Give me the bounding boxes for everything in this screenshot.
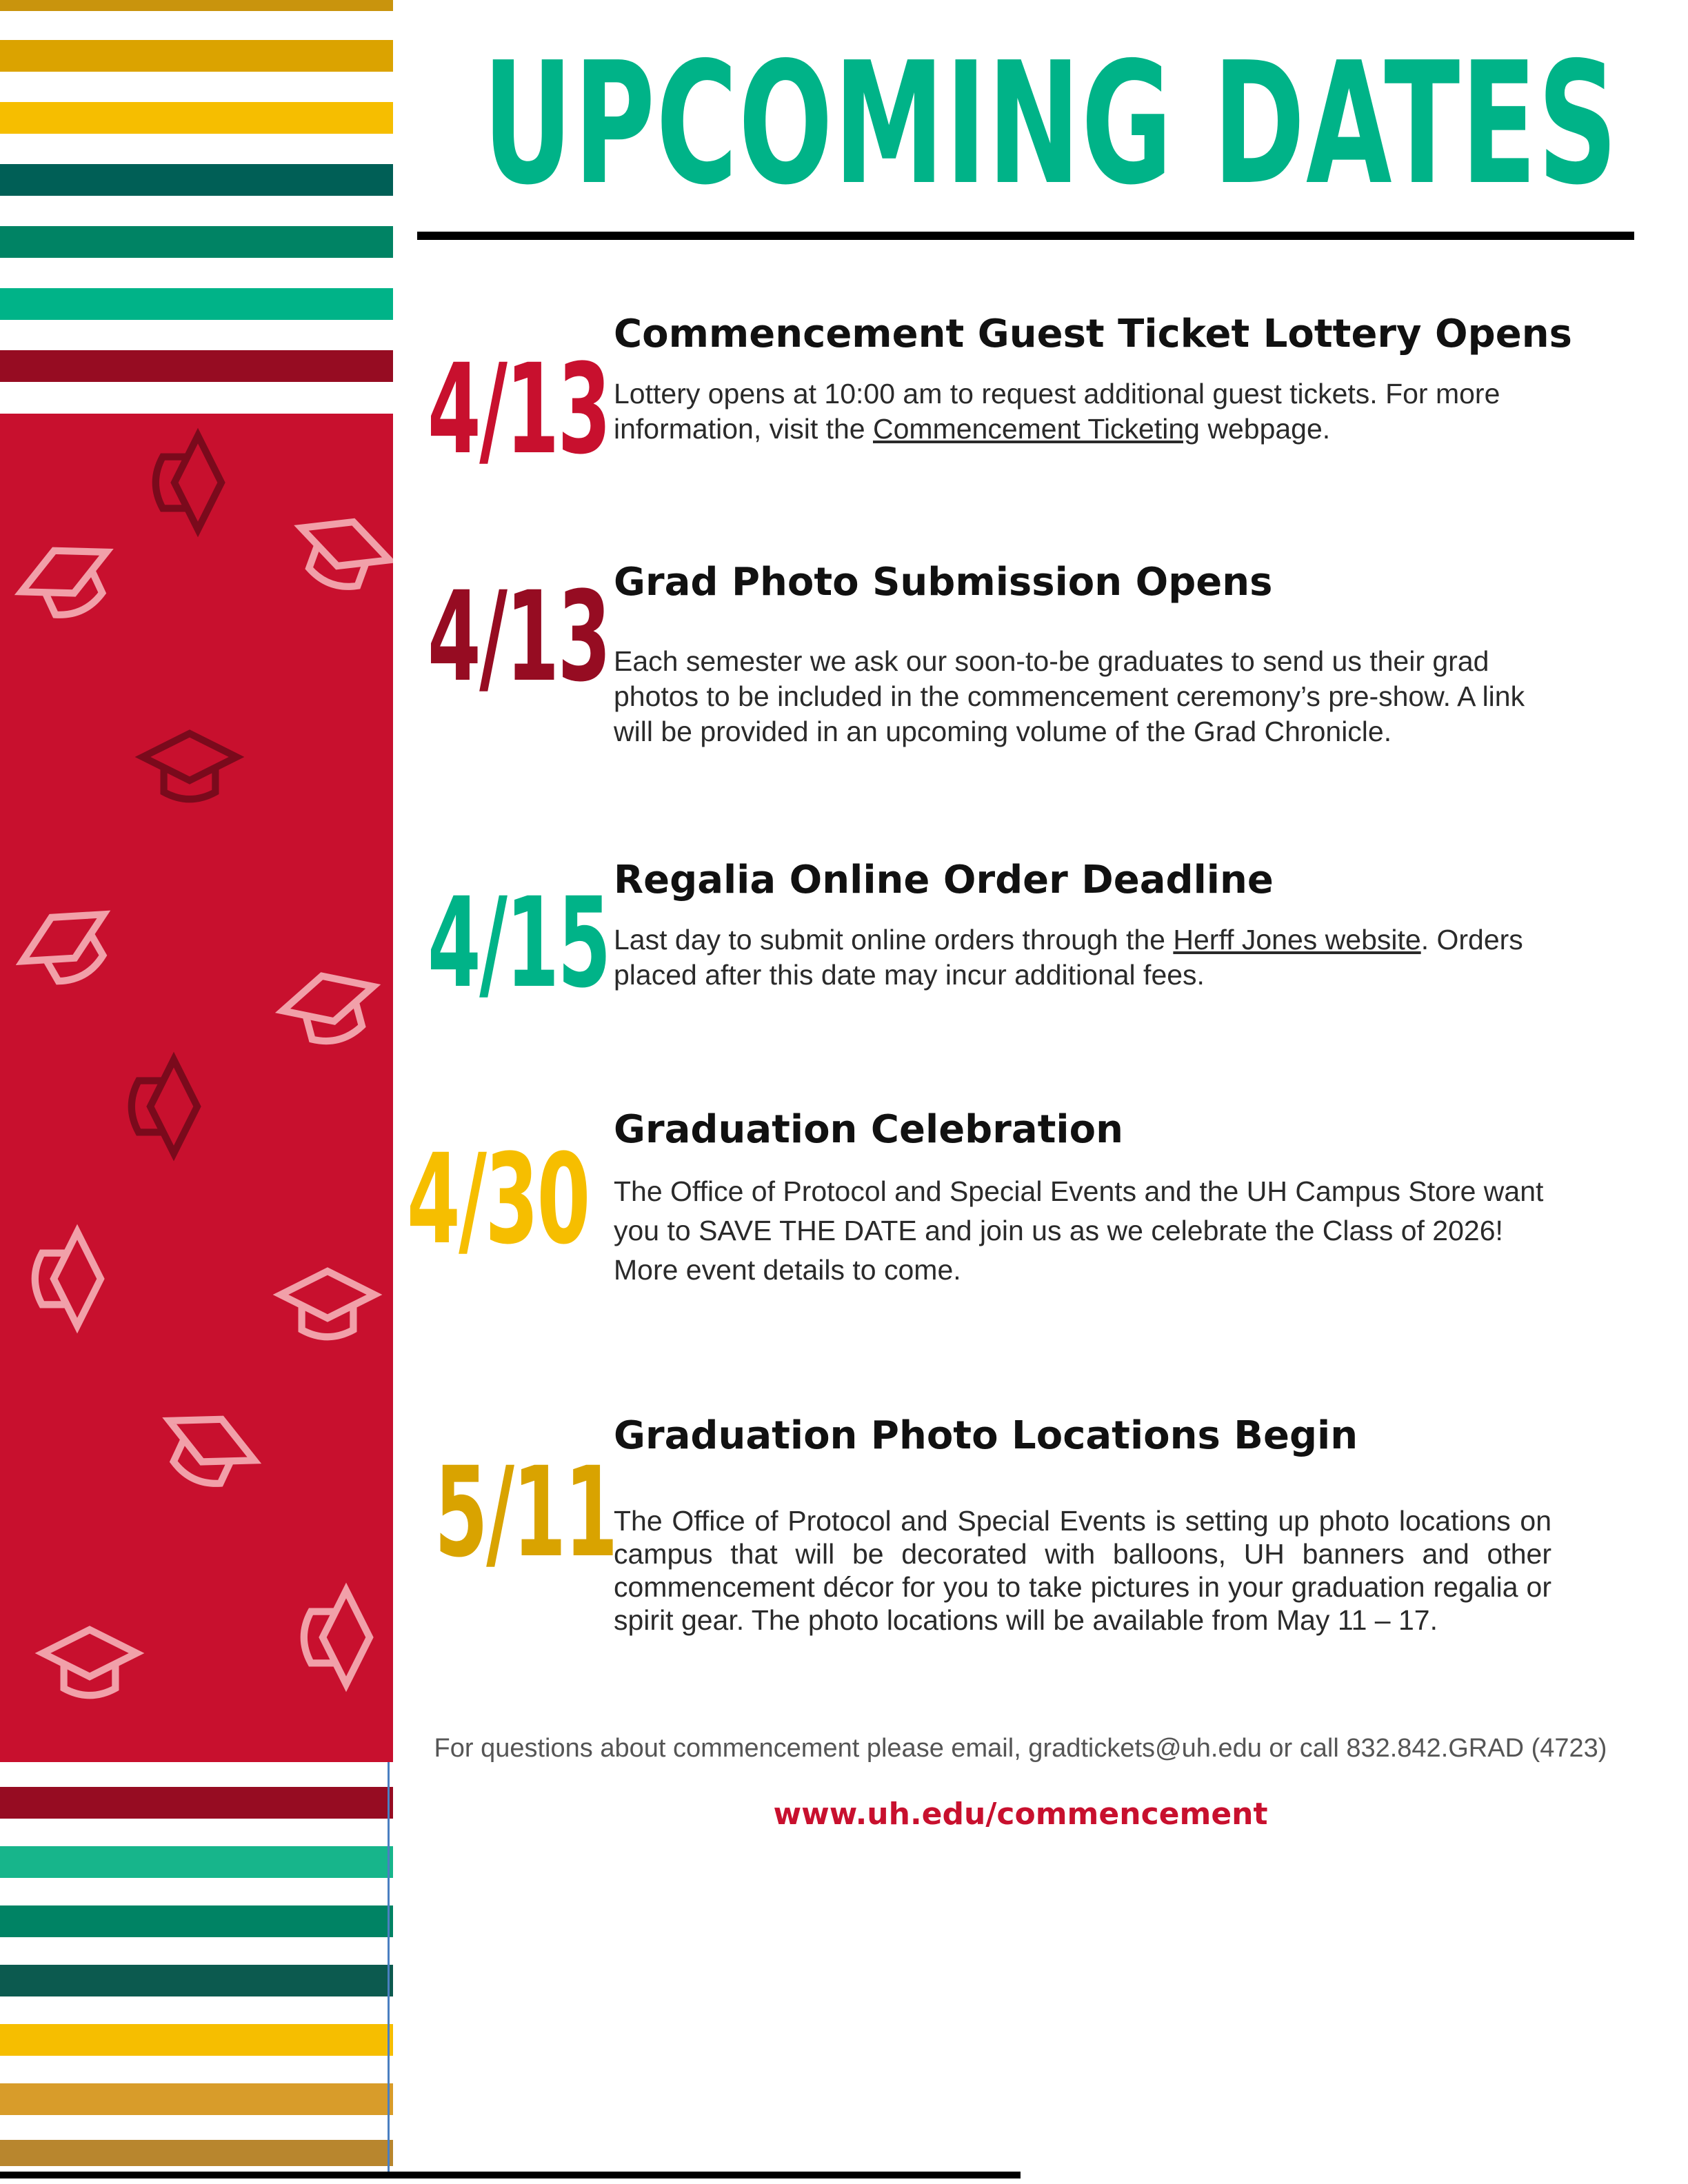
graduation-cap-icon [0,868,149,1028]
graduation-cap-icon [129,1373,285,1529]
event-title: Grad Photo Submission Opens [614,560,1273,605]
page-title: UPCOMING DATES [483,26,1619,222]
event-text: webpage. [1199,413,1331,445]
decorative-sidebar [0,0,393,2184]
event-text: Last day to submit online orders through the [614,924,1174,956]
graduation-cap-icon [259,938,393,1082]
herff-jones-link[interactable]: Herff Jones website [1173,924,1421,956]
event-description: Each semester we ask our soon-to-be graduates to send us their grad photos to be included in the commencement ceremony’s pre-show. A link will be provided in an upcoming volume of the Grad Chronicle. [614,645,1525,747]
stripe [0,102,393,134]
stripe [0,1905,393,1937]
graduation-cap-icon [31,1606,148,1723]
stripe [0,0,393,11]
event-description: The Office of Protocol and Special Events and the UH Campus Store want you to SAVE THE DATE and join us as we celebrate the Class of 2026! More event details to come. [614,1175,1544,1286]
stripe [0,164,393,196]
event-description [614,376,1551,447]
event-title: Graduation Photo Locations Begin [614,1413,1358,1458]
commencement-ticketing-link[interactable]: Commencement Ticketing [873,413,1200,445]
graduation-cap-icon [131,710,248,827]
stripe [0,2140,393,2166]
event-title: Graduation Celebration [614,1107,1123,1152]
stripe [0,288,393,320]
title-rule [417,232,1634,240]
graduation-cap-icon [276,1579,393,1696]
event-description: The Office of Protocol and Special Events is setting up photo locations on campus that will be decorated with balloons, UH banners and other commencement décor for you to take pictures in your graduation regalia or spirit gear. The photo locations will be available from May 11 – 17. [614,1505,1551,1636]
stripe [0,350,393,382]
graduation-cap-icon [7,1220,124,1337]
graduation-cap-icon [128,424,245,541]
event-date: 4/30 [407,1128,589,1272]
event-text: . Orders placed after this date may incur additional fees. [614,924,1523,991]
event-date: 5/11 [434,1441,616,1585]
graduation-cap-icon [266,480,393,630]
stripe [0,1965,393,1996]
red-panel [0,414,393,1762]
event-description [614,922,1551,993]
graduation-cap-icon [0,505,147,660]
event-title: Regalia Online Order Deadline [614,858,1274,902]
contact-info: For questions about commencement please email, gradtickets@uh.edu or call 832.842.GRAD (4723) [434,1734,1607,1763]
stripe [0,1787,393,1819]
event-date: 4/13 [428,338,610,482]
stripe [0,226,393,258]
stripe [0,2024,393,2056]
event-text: Lottery opens at 10:00 am to request additional guest tickets. For more information, visit the [614,378,1500,445]
event-title: Commencement Guest Ticket Lottery Opens [614,312,1572,356]
graduation-cap-icon [103,1048,221,1165]
graduation-cap-icon [269,1248,386,1365]
commencement-website-link[interactable]: www.uh.edu/commencement [773,1797,1268,1832]
bottom-rule [0,2172,1021,2178]
event-date: 4/15 [428,871,610,1015]
stripe [0,1846,393,1878]
event-date: 4/13 [428,565,610,709]
stripe [0,2083,393,2115]
divider [388,1762,390,2172]
stripe [0,40,393,72]
